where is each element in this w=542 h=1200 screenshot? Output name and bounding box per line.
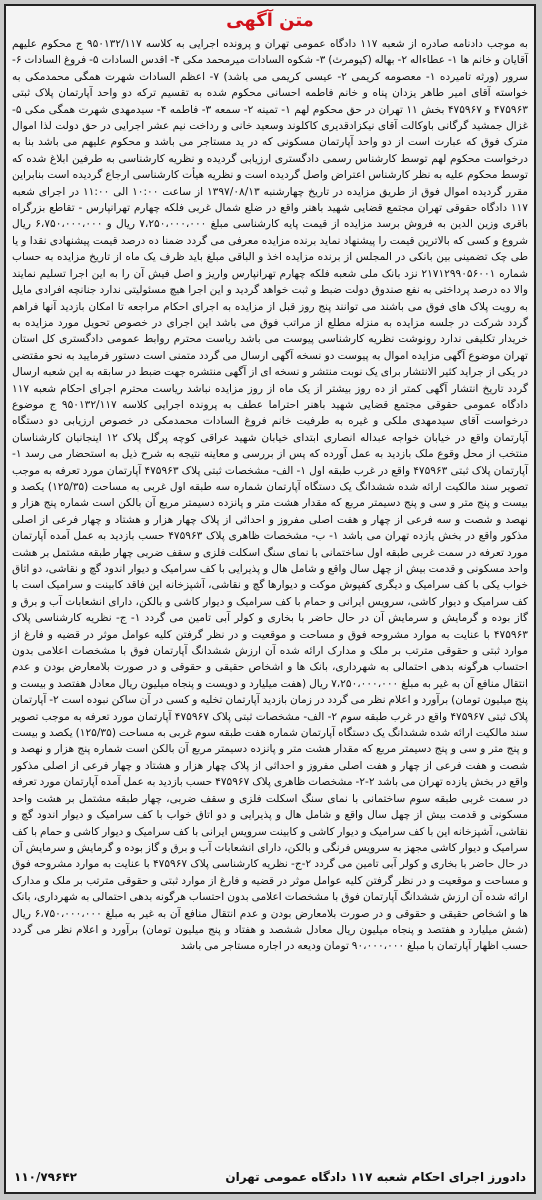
- notice-title: متن آگهی: [226, 10, 314, 31]
- notice-footer: [6, 1162, 534, 1192]
- notice-body: به موجب دادنامه صادره از شعبه ۱۱۷ دادگاه عمومی تهران و پرونده اجرایی به کلاسه ۹۵۰۱۳۲/۱۱۷ ج محکوم علیهم آقایان و خانم ها ۱- عطاءاله ۲- بهاله (کیومرث) ۳- شکوه السادات میرمحمد مکی ۴- اقدس السادات ۵- فروغ السادات ۶- سرور (ورثه تامیرده ۱- معصومه کریمی ۲- عیسی کریمی می باشد) ۷- اعظم السادات شهرت همگی محمدمکی به خواسته آقای امیر طاهر یزدان پناه و خانم فاطمه احسانی محکوم شده به تقسیم ترکه دو واحد آپارتمان پلاک ثبتی ۴۷۵۹۶۳ و ۴۷۵۹۶۷ بخش ۱۱ تهران در حق محکوم لهم ۱- تمینه ۲- سمعه ۳- فاطمه ۴- سیدمهدی شهرت همگی مکی ۵- غزال جمشید گرگانی باوکالت آقای نیکزادقدیری کاکلوند وسعید خانی و رداخت نیم عشر اجرایی در حق دولت لذا اموال مترک فوق که عبارت است از دو واحد آپارتمان مسکونی که در ید مستاجر می باشد و محکوم علیهم می باشد بنا به درخواست محکوم لهم توسط کارشناس رسمی دادگستری ارزیابی گردیده و نظریه کارشناسی به طرفین ابلاغ شده که توسط محکوم علیه به نظر کارشناس اعتراض واصل گردیده است و نظریه هیأت کارشناسی ارجاع گردیده است بنابراین مقرر گردیده اموال فوق از طریق مزایده در تاریخ چهارشنبه ۱۳۹۷/۰۸/۱۳ از ساعت ۱۰:۰۰ الی ۱۱:۰۰ در اجرای شعبه ۱۱۷ دادگاه حقوقی تهران مجتمع قضایی شهید باهنر واقع در ضلع شمال غربی فلکه چهارم تهرانپارس - تقاطع بزرگراه باقری وزین الدین به فروش برسد مزایده از قیمت پایه کارشناسی مبلغ ۷،۲۵۰،۰۰۰،۰۰۰ ریال و ۶،۷۵۰،۰۰۰،۰۰۰ ریال شروع و کسی که بالاترین قیمت را پیشنهاد نماید برنده مزایده معرفی می گردد ضمنا ده درصد قیمت پیشنهادی نقدا و یا طی چک تضمینی بین بانکی در المجلس از برنده مزایده اخذ و الباقی مبلغ باید ظرف یک ماه از تاریخ مزایده به حساب شماره ۲۱۷۱۲۹۹۰۵۶۰۰۱ نزد بانک ملی شعبه فلکه چهارم تهرانپارس واریز و اصل فیش آن را به این اجرا تسلیم نمایند والا ده درصد پرداختی به نفع صندوق دولت ضبط و ثبت خواهد گردید و این اجرا هیچ مسئولیتی ندارد جنانچه افرادی مایل به رویت پلاک های فوق می باشند می توانند پنج روز قبل از مزایده به اجرای احکام مراجعه تا امکان بازدید آنها فراهم گردد شرکت در جلسه مزایده به منزله مطلع از مراتب فوق می باشد این اجرای در خصوص تحویل مورد مزایده به خریدار تکلیفی ندارد رونوشت نظریه کارشناسی پیوست می باشد ریاست محترم روابط عمومی دادگستری کل استان تهران موضوع آگهی مزایده اموال به پیوست دو نسخه آگهی ارسال می گردد متمنی است دستور فرمایید به نحو مقتضی در یکی از جراید کثیر الانتشار برای یک نوبت منتشر و نسخه ای از آگهی منتشره جهت ضبط در سابقه به این شعبه ارسال گردد تاریخ انتشار آگهی کمتر از ده روز بیشتر از یک ماه از روز مزایده نباشد ریاست محترم اجرای احکام شعبه ۱۱۷ دادگاه عمومی حقوقی مجتمع قضایی شهید باهنر احتراما عطف به پرونده اجرایی کلاسه ۹۵۰۱۳۲/۱۱۷ ج موضوع درخواست آقای سیدمهدی ملکی و غیره به طرفیت خانم فروغ السادات محمدمکی در خصوص ارزیابی دو دستگاه آپارتمان واقع در خیابان خواجه عبداله انصاری ابتدای خیابان شهید عراقی کوچه پرگل پلاک ۱۲ اینجانبان کارشناسان منتخب از محل وقوع ملک بازدید به عمل آورده که پس از بررسی و معاینه نتیجه به شرح ذیل به استحضار می رسد ۱- آپارتمان پلاک ثبتی ۴۷۵۹۶۳ واقع در غرب طبقه اول ۱- الف- مشخصات ثبتی پلاک ۴۷۵۹۶۳ آپارتمان مورد تعرفه به موجب تصویر سند مالکیت ارائه شده ششدانگ یک دستگاه آپارتمان شماره سه طبقه اول غربی به مساحت (۱۲۵/۳۵) یکصد و بیست و پنج متر و سی و پنج دسیمتر مربع که مقدار هشت متر و پانزده دسیمتر مربع آن بالکن است شماره پنج هزار و نهصد و شصت و سه فرعی از چهار و هفت اصلی مفروز و احداثی از پلاک چهار هزار و هشتاد و چهار فرعی از اصلی مذکور واقع در بخش یازده تهران می باشد ۱- ب- مشخصات ظاهری پلاک ۴۷۵۹۶۳ حسب بازدید به عمل آمده آپارتمان مورد تعرفه در سمت غربی طبقه اول ساختمانی با نمای سنگ اسکلت فلزی و سقف ضربی چهار طبقه مشتمل بر هشت واحد مسکونی و قدمت بیش از چهل سال واقع و شامل هال و پذیرایی با کف سرامیک و دیوار اندود گچ و نقاشی، دو اتاق خواب یکی با کف سرامیک و دیگری کفپوش موکت و دیوارها گچ و نقاشی، آشپزخانه این فاقد کابینت و سرامیک است با کف سرامیک و دیوار کاشی، سرویس ایرانی و حمام با کف سرامیک و دیوار کاشی و بالکن، دارای انشعابات آب و برق و گاز بوده و گرمایش و سرمایش آن در حال حاضر با بخاری و کولر آبی تامین می گردد ۱- ج- نظریه کارشناسی پلاک ۴۷۵۹۶۳ با عنایت به موارد مشروحه فوق و مساحت و موقعیت و در نظر گرفتن کلیه عوامل موثر در قضیه و فارغ از موارد ثبتی و حقوقی مترتب بر ملک و مدارک ارائه شده آن ارزش ششدانگ آپارتمان فوق با مشخصات اعلامی بدون احتساب هرگونه بدهی احتمالی به شهرداری، بانک ها و اشخاص حقیقی و حقوقی و در صورت بلامعارض بودن و عدم انتقال منافع آن به غیر به مبلغ ۷،۲۵۰،۰۰۰،۰۰۰ ریال (هفت میلیارد و دویست و پنجاه میلیون ریال معادل هفتصد و بیست و پنج میلیون تومان) برآورد و اعلام نظر می گردد در زمان بازدید آپارتمان تخلیه و کسی در آن ساکن نبوده است ۲- آپارتمان پلاک ثبتی ۴۷۵۹۶۷ واقع در غرب طبقه سوم ۲- الف- مشخصات ثبتی پلاک ۴۷۵۹۶۷ آپارتمان مورد تعرفه به موجب تصویر سند مالکیت ارائه شده ششدانگ یک دستگاه آپارتمان شماره هفت طبقه سوم غربی به مساحت (۱۲۵/۳۵) یکصد و بیست و پنج متر و سی و پنج دسیمتر مربع که مقدار هشت متر و پانزده دسیمتر مربع آن بالکن است شماره پنج هزار و نهصد و شصت و هفت فرعی از چهار و هفت اصلی مفروز و احداثی از پلاک چهار هزار و هشتاد و چهار فرعی از اصلی مذکور واقع در بخش یازده تهران می باشد ۲-۲- مشخصات ظاهری پلاک ۴۷۵۹۶۷ حسب بازدید به عمل آمده آپارتمان مورد تعرفه در سمت غربی طبقه سوم ساختمانی با نمای سنگ اسکلت فلزی و سقف ضربی، چهار طبقه مشتمل بر هشت واحد مسکونی و قدمت بیش از چهل سال واقع و شامل هال و پذیرایی و دو اتاق خواب با کف سرامیک و دیوار اندود گچ و نقاشی، آشپزخانه این با کف سرامیک و دیوار کاشی و کابینت سرویس ایرانی با کف سرامیک و دیوار کاشی و حمام با کف سرامیک و دیوار کاشی مجهز به سرویس فرنگی و بالکن، دارای انشعابات آب و برق و گاز بوده و گرمایش و سرمایش آن در حال حاضر با بخاری و کولر آبی تامین می گردد ۲-ج- نظریه کارشناسی پلاک ۴۷۵۹۶۷ با عنایت به موارد مشروحه فوق و مساحت و موقعیت و در نظر گرفتن کلیه عوامل موثر در قضیه و فارغ از موارد ثبتی و حقوقی مترتب بر ملک و مدارک ارائه شده آن ارزش ششدانگ آپارتمان فوق با مشخصات اعلامی بدون احتساب هرگونه بدهی احتمالی به شهرداری، بانک ها و اشخاص حقیقی و حقوقی و در صورت بلامعارض بودن و عدم انتقال منافع آن به غیر به مبلغ ۶،۷۵۰،۰۰۰،۰۰۰ ریال (شش میلیارد و هفتصد و پنجاه میلیون ریال معادل ششصد و هفتاد و پنج میلیون تومان) برآورد و اعلام نظر می گردد حسب اظهار آپارتمان با مبلغ ۹۰،۰۰۰،۰۰۰ تومان ودیعه در اجاره مستاجر می باشد: [12, 38, 529, 953]
- newspaper-notice: [4, 4, 536, 1194]
- notice-code: ۱۱۰/۷۹۶۴۲: [14, 1170, 77, 1184]
- notice-signer: دادورز اجرای احکام شعبه ۱۱۷ دادگاه عمومی تهران: [225, 1170, 526, 1184]
